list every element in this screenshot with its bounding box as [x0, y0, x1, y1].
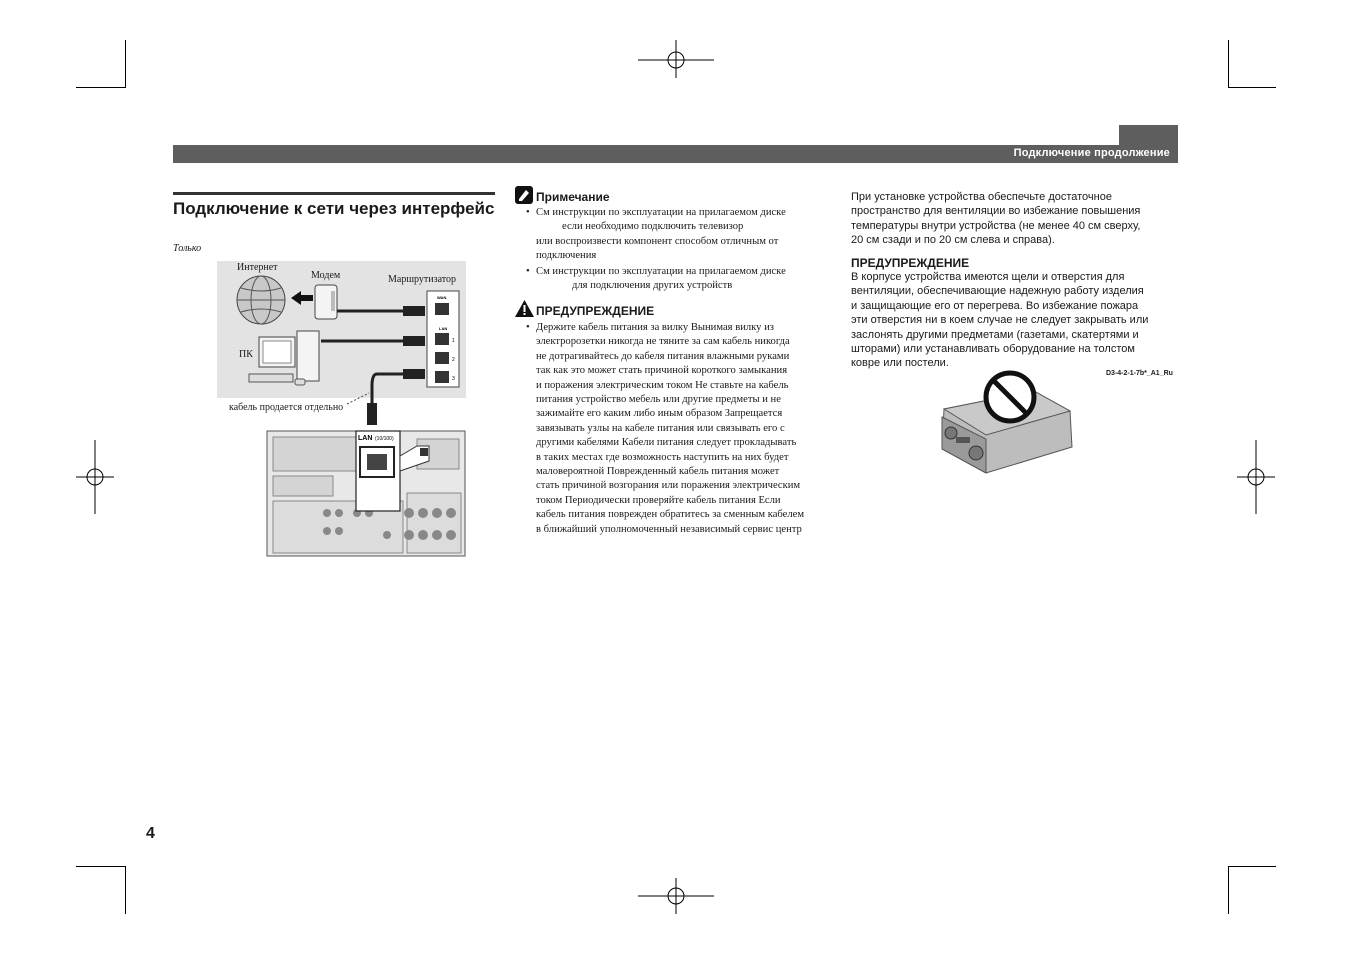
header-tab — [1119, 125, 1178, 145]
lan-port-label: LAN — [358, 435, 373, 442]
page-number: 4 — [146, 825, 155, 842]
network-diagram — [217, 261, 466, 561]
router-label: Маршрутизатор — [388, 274, 456, 285]
internet-label: Интернет — [237, 262, 278, 273]
svg-text:3: 3 — [452, 376, 455, 382]
note-title: Примечание — [536, 190, 610, 204]
svg-text:1: 1 — [452, 338, 455, 344]
note-item: • См инструкции по эксплуатации на прилагаемом диске для подключения других устройств — [524, 265, 844, 294]
ventilation-intro: При установке устройства обеспечьте достаточное пространство для вентиляции во избежание повышения температуры внутри устройства (не менее 40 см сверху, 20 см сзади и по 20 см слева и справа). — [851, 191, 1141, 247]
page-subtitle: Только — [173, 243, 202, 254]
section-header-title: Подключение продолжение — [1013, 147, 1170, 159]
arrow-icon — [291, 291, 313, 305]
warning-title: ПРЕДУПРЕЖДЕНИЕ — [536, 304, 655, 318]
lan-port-speed: (10/100) — [375, 436, 394, 442]
page-title: Подключение к сети через интерфейс — [173, 199, 495, 218]
computer-icon — [249, 331, 319, 385]
warning-text: • Держите кабель питания за вилку Вынимая вилку из электророзетки никогда не тяните за сам кабель никогда не дотрагивайтесь до кабеля питания влажными руками так как это может стать причиной короткого замыкания и поражения электрическим током Не ставьте на кабель питания устройство мебель или другие предметы и не зажимайте его каким либо иным образом Запрещается завязывать узлы на кабеле питания или связывать его с другими кабелями Кабели питания следует прокладывать в таких местах где возможность наступить на них будет маловероятной Поврежденный кабель питания может стать причиной возгорания или поражения электрическим током Периодически проверяйте кабель питания Если кабель питания поврежден обратитесь за сменным кабелем в ближайший уполномоченный независимый сервис центр — [524, 321, 856, 537]
wan-label: WAN — [437, 295, 447, 300]
pc-label: ПК — [239, 349, 253, 360]
svg-text:2: 2 — [452, 357, 455, 363]
right-warning-title: ПРЕДУПРЕЖДЕНИЕ — [851, 256, 970, 270]
lan-label: LAN — [439, 326, 448, 331]
title-rule — [173, 192, 495, 195]
right-warning-text: В корпусе устройства имеются щели и отверстия для вентиляции, обеспечивающие надежную работу изделия и защищающие его от перегрева. Во избежание пожара эти отверстия ни в коем случае не следует закрывать или заслонять другими предметами (газетами, скатертями и шторами) или устанавливать оборудование на толстом ковре или постели. — [851, 271, 1149, 370]
section-header-bar — [173, 145, 1178, 163]
router-icon — [427, 291, 459, 387]
cable-note: кабель продается отдельно — [229, 402, 344, 413]
document-code: D3-4-2-1-7b*_A1_Ru — [1106, 370, 1173, 377]
modem-label: Модем — [311, 270, 341, 281]
no-covering-illustration — [938, 365, 1076, 477]
globe-icon — [237, 276, 285, 324]
warning-icon — [515, 300, 534, 317]
note-item: • См инструкции по эксплуатации на прилагаемом диске если необходимо подключить телевизор или воспроизвести компонент способом отличным от подключения — [524, 206, 844, 264]
modem-icon — [315, 285, 337, 319]
receiver-back-panel-icon — [267, 431, 465, 556]
note-icon — [515, 186, 533, 204]
note-list — [524, 206, 844, 293]
prohibited-icon — [986, 373, 1034, 421]
